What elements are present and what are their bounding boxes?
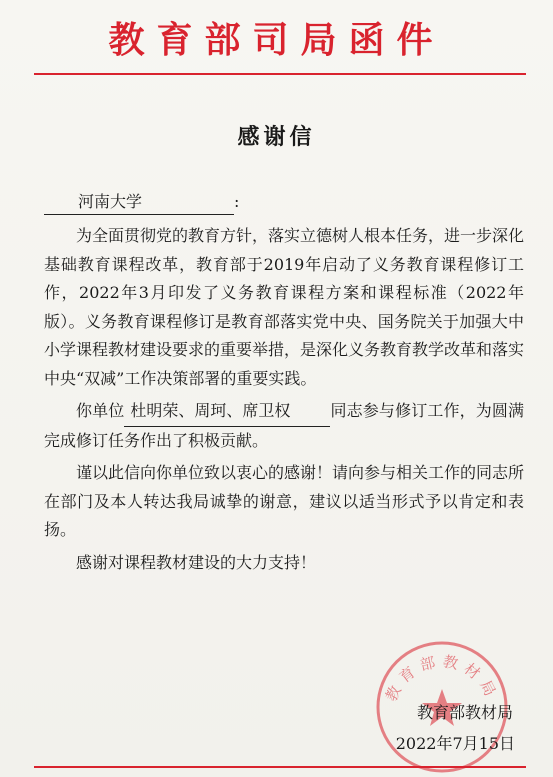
letterhead-title: 教育部司局函件 xyxy=(108,19,445,61)
footer-rule xyxy=(34,766,526,768)
recipient-name: 河南大学 xyxy=(44,190,234,215)
paragraph-4: 感谢对课程教材建设的大力支持！ xyxy=(76,552,317,572)
contributor-names: 杜明荣、周珂、席卫权 xyxy=(124,397,330,427)
signature: 教育部教材局 xyxy=(416,703,513,722)
seal-text: 教育部教材局 xyxy=(382,652,502,705)
letter-body xyxy=(44,222,524,581)
letter-title: 感谢信 xyxy=(237,124,316,150)
salutation xyxy=(44,190,239,215)
paragraph-2-prefix: 你单位 xyxy=(76,401,125,420)
paragraph-2 xyxy=(44,397,524,455)
letterhead-rule xyxy=(34,73,526,75)
paragraph-3: 谨以此信向你单位致以衷心的感谢！请向参与相关工作的同志所在部门及本人转达我局诚挚的谢意，建议以适当形式予以肯定和表扬。 xyxy=(44,463,525,539)
letter-date: 2022年7月15日 xyxy=(395,734,515,753)
paragraph-2-suffix: 同志参与修订工作，为圆满完成修订任务作出了积极贡献。 xyxy=(44,401,524,450)
paragraph-1: 为全面贯彻党的教育方针，落实立德树人根本任务，进一步深化基础教育课程改革，教育部于2019年启动了义务教育课程修订工作，2022年3月印发了义务教育课程方案和课程标准（2022年版）。义务教育课程修订是教育部落实党中央、国务院关于加强大中小学课程教材建设要求的重要举措，是深化义务教育教学改革和落实中央“双减”工作决策部署的重要实践。 xyxy=(44,226,525,388)
salutation-colon: : xyxy=(234,192,240,211)
